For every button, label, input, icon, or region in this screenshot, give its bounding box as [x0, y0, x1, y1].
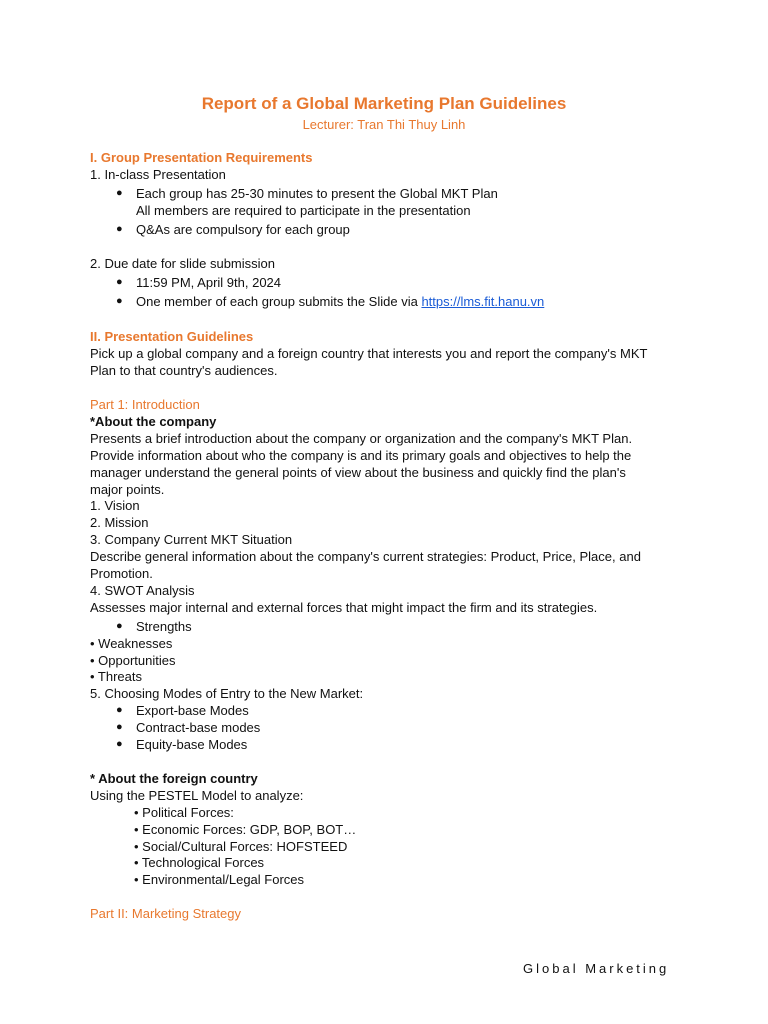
section1-item2-bullet1: 11:59 PM, April 9th, 2024: [136, 275, 282, 290]
bullet-icon: ●: [116, 738, 123, 750]
swot-item: 4. SWOT Analysis: [90, 583, 195, 598]
pestel-social: • Social/Cultural Forces: HOFSTEED: [134, 839, 348, 854]
pestel-environmental: • Environmental/Legal Forces: [134, 872, 305, 887]
bullet-icon: ●: [116, 620, 123, 632]
swot-threats: • Threats: [90, 669, 142, 684]
section2-heading: II. Presentation Guidelines: [90, 329, 254, 344]
company-desc-line2: Provide information about who the company is and its primary goals and objectives to help the: [90, 448, 632, 463]
lecturer-line: Lecturer: Tran Thi Thuy Linh: [302, 117, 466, 132]
lms-link[interactable]: https://lms.fit.hanu.vn: [421, 294, 545, 309]
document-title: Report of a Global Marketing Plan Guidelines: [201, 94, 567, 113]
mission-item: 2. Mission: [90, 515, 149, 530]
section1-item1-bullet1-cont: All members are required to participate in the presentation: [136, 203, 471, 218]
part1-heading: Part 1: Introduction: [90, 397, 200, 412]
company-desc-line4: major points.: [90, 482, 165, 497]
submission-text: One member of each group submits the Slide via: [136, 294, 422, 309]
mode-export: Export-base Modes: [136, 703, 249, 718]
section1-item1-bullet1: Each group has 25-30 minutes to present the Global MKT Plan: [136, 186, 498, 201]
company-desc-line1: Presents a brief introduction about the company or organization and the company's MKT Plan.: [90, 431, 633, 446]
about-company-heading: *About the company: [90, 414, 217, 429]
section1-item2: 2. Due date for slide submission: [90, 256, 275, 271]
bullet-icon: ●: [116, 295, 123, 307]
bullet-icon: ●: [116, 721, 123, 733]
pestel-political: • Political Forces:: [134, 805, 234, 820]
bullet-icon: ●: [116, 704, 123, 716]
situation-desc-line2: Promotion.: [90, 566, 153, 581]
mode-contract: Contract-base modes: [136, 720, 261, 735]
pestel-technological: • Technological Forces: [134, 855, 265, 870]
pestel-economic: • Economic Forces: GDP, BOP, BOT…: [134, 822, 357, 837]
section1-item2-bullet2: [136, 293, 544, 310]
vision-item: 1. Vision: [90, 498, 140, 513]
situation-item: 3. Company Current MKT Situation: [90, 532, 293, 547]
bullet-icon: ●: [116, 223, 123, 235]
section1-item1-bullet2: Q&As are compulsory for each group: [136, 222, 350, 237]
part2-heading: Part II: Marketing Strategy: [90, 906, 242, 921]
swot-weaknesses: • Weaknesses: [90, 636, 173, 651]
swot-strengths: Strengths: [136, 619, 192, 634]
pestel-intro: Using the PESTEL Model to analyze:: [90, 788, 304, 803]
section2-intro-line1: Pick up a global company and a foreign country that interests you and report the company's MKT: [90, 346, 648, 361]
bullet-icon: ●: [116, 187, 123, 199]
modes-item: 5. Choosing Modes of Entry to the New Market:: [90, 686, 364, 701]
swot-desc: Assesses major internal and external forces that might impact the firm and its strategies.: [90, 600, 598, 615]
section2-intro-line2: Plan to that country's audiences.: [90, 363, 278, 378]
section1-heading: I. Group Presentation Requirements: [90, 150, 313, 165]
section1-item1: 1. In-class Presentation: [90, 167, 226, 182]
swot-opportunities: • Opportunities: [90, 653, 176, 668]
mode-equity: Equity-base Modes: [136, 737, 248, 752]
about-country-heading: * About the foreign country: [90, 771, 258, 786]
situation-desc-line1: Describe general information about the company's current strategies: Product, Price, Place, and: [90, 549, 641, 564]
page-footer: Global Marketing: [523, 961, 670, 976]
company-desc-line3: manager understand the general points of view about the business and quickly find the plan's: [90, 465, 626, 480]
bullet-icon: ●: [116, 276, 123, 288]
